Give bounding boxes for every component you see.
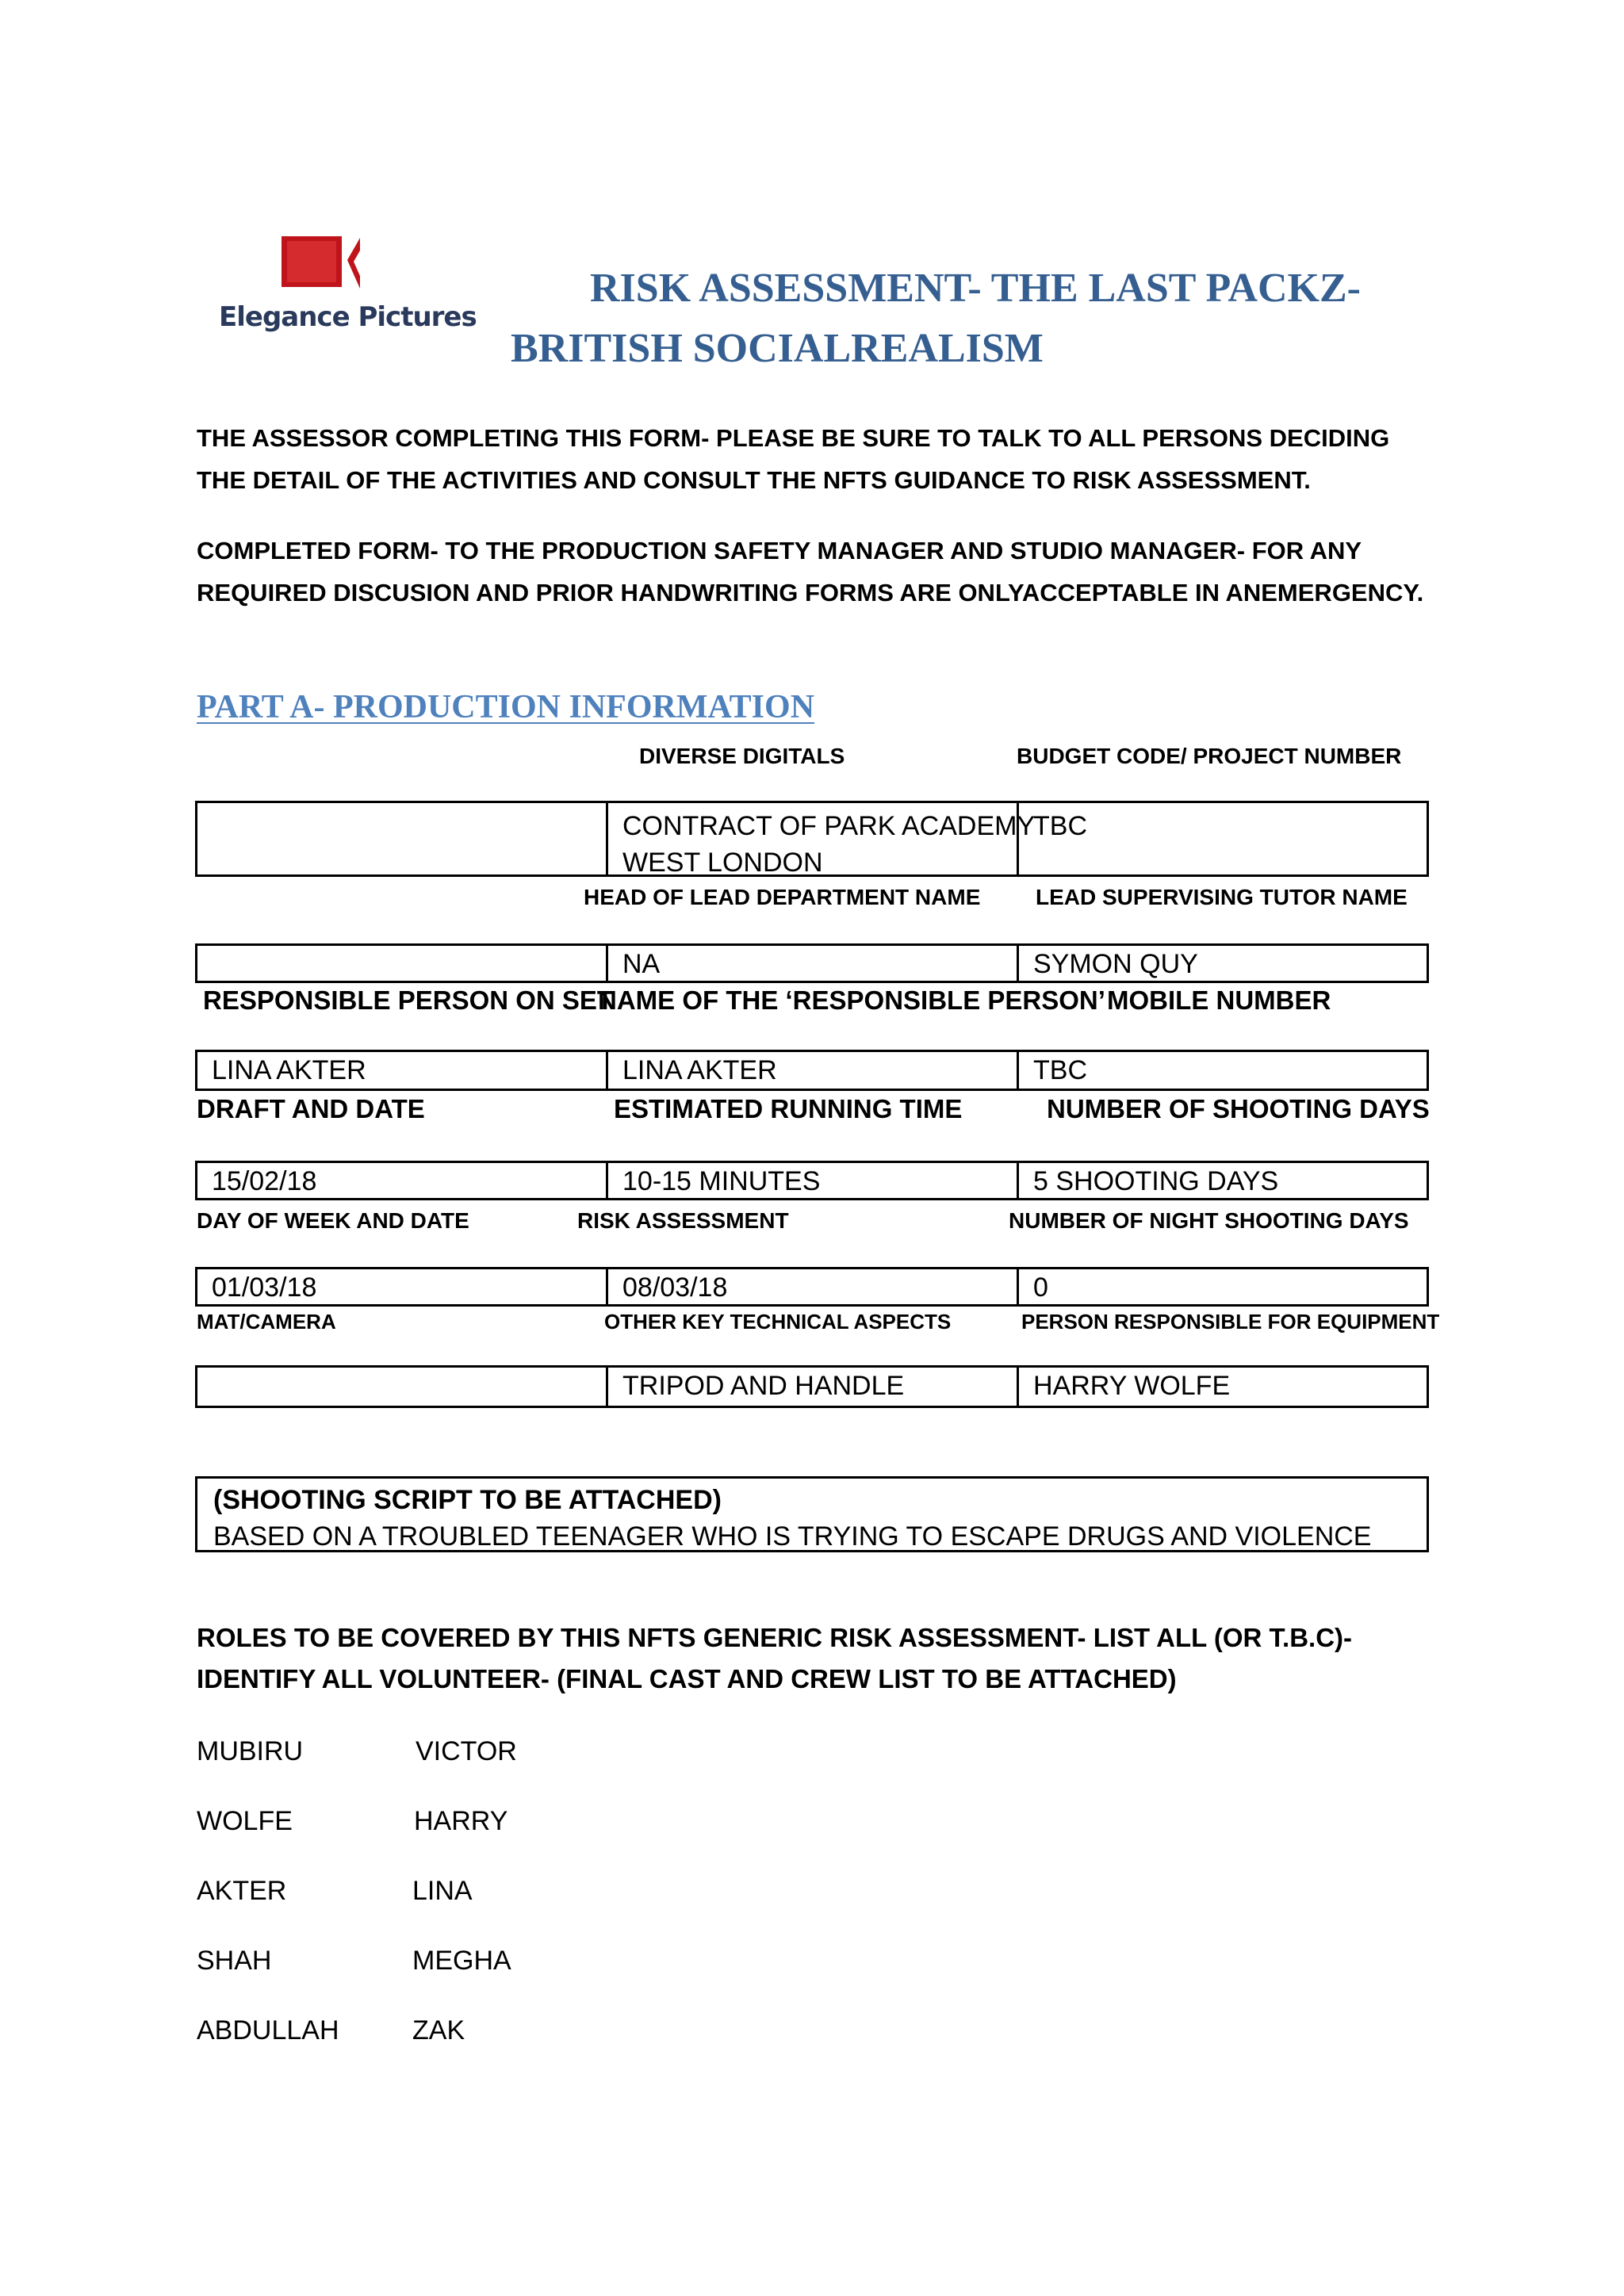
field-mobile-number[interactable]: TBC <box>1033 1055 1087 1085</box>
label-mat-camera: MAT/CAMERA <box>197 1310 336 1334</box>
contract-line2: WEST LONDON <box>622 848 823 878</box>
page-title-line1: RISK ASSESSMENT- THE LAST PACKZ- <box>590 266 1361 311</box>
field-head-of-department[interactable]: NA <box>608 946 1019 981</box>
label-running-time: ESTIMATED RUNNING TIME <box>614 1094 963 1123</box>
field-responsible-person-name[interactable]: LINA AKTER <box>608 1052 1019 1089</box>
field-budget-code[interactable]: TBC <box>1033 811 1087 841</box>
field-night-shooting-days[interactable]: 0 <box>1033 1272 1048 1303</box>
field-technical-aspects[interactable]: TRIPOD AND HANDLE <box>608 1368 1019 1406</box>
label-responsible-person-on-set: RESPONSIBLE PERSON ON SET <box>203 985 614 1015</box>
field-risk-assessment-date[interactable]: 08/03/18 <box>608 1269 1019 1304</box>
label-lead-tutor: LEAD SUPERVISING TUTOR NAME <box>1036 885 1408 909</box>
table-row <box>195 1365 1429 1408</box>
shooting-script-box[interactable] <box>195 1476 1429 1552</box>
label-technical-aspects: OTHER KEY TECHNICAL ASPECTS <box>604 1310 952 1334</box>
list-item-first-name: HARRY <box>414 1806 508 1836</box>
contract-line1: CONTRACT OF PARK ACADEMY <box>622 811 1036 841</box>
field-day-of-week[interactable]: 01/03/18 <box>197 1269 608 1304</box>
list-item-surname: AKTER <box>197 1876 287 1906</box>
label-diverse-digitals: DIVERSE DIGITALS <box>639 744 845 768</box>
intro-paragraph-1: THE ASSESSOR COMPLETING THIS FORM- PLEASE BE SURE TO TALK TO ALL PERSONS DECIDING THE DETAIL OF THE ACTIVITIES AND CONSULT THE NFTS GUIDANCE TO RISK ASSESSMENT. <box>197 424 1390 494</box>
table-row <box>195 801 1429 877</box>
table-row <box>195 1050 1429 1091</box>
list-item-first-name: VICTOR <box>416 1736 517 1766</box>
list-item-surname: MUBIRU <box>197 1736 304 1766</box>
list-item-first-name: MEGHA <box>412 1946 511 1976</box>
label-shooting-days: NUMBER OF SHOOTING DAYS <box>1047 1094 1430 1123</box>
script-synopsis: BASED ON A TROUBLED TEENAGER WHO IS TRYING TO ESCAPE DRUGS AND VIOLENCE <box>213 1521 1372 1552</box>
label-responsible-person-name: NAME OF THE ‘RESPONSIBLE PERSON’ <box>598 985 1105 1015</box>
part-a-heading: PART A- PRODUCTION INFORMATION <box>197 689 815 725</box>
field-running-time[interactable]: 10-15 MINUTES <box>608 1163 1019 1198</box>
intro-paragraph-2: COMPLETED FORM- TO THE PRODUCTION SAFETY MANAGER AND STUDIO MANAGER- FOR ANY REQUIRED DISCUSION AND PRIOR HANDWRITING FORMS ARE ONLYACCEPTABLE IN ANEMERGENCY. <box>197 537 1424 607</box>
camera-icon <box>214 230 452 301</box>
label-head-of-department: HEAD OF LEAD DEPARTMENT NAME <box>584 885 981 909</box>
label-night-shooting-days: NUMBER OF NIGHT SHOOTING DAYS <box>1009 1208 1409 1233</box>
field-row2-col1[interactable] <box>197 946 608 981</box>
field-row1-col1[interactable] <box>197 803 608 874</box>
field-responsible-person-on-set[interactable]: LINA AKTER <box>197 1052 608 1089</box>
field-shooting-days[interactable]: 5 SHOOTING DAYS <box>1033 1166 1279 1196</box>
logo-text: Elegance Pictures <box>219 301 477 333</box>
list-item-surname: ABDULLAH <box>197 2015 339 2045</box>
roles-heading: ROLES TO BE COVERED BY THIS NFTS GENERIC RISK ASSESSMENT- LIST ALL (OR T.B.C)- IDENTIFY ALL VOLUNTEER- (FINAL CAST AND CREW LIST TO BE ATTACHED) <box>197 1623 1353 1693</box>
label-draft-and-date: DRAFT AND DATE <box>197 1094 425 1123</box>
list-item-first-name: LINA <box>412 1876 473 1906</box>
table-row <box>195 1267 1429 1307</box>
script-title: (SHOOTING SCRIPT TO BE ATTACHED) <box>213 1485 722 1515</box>
list-item-surname: SHAH <box>197 1946 272 1976</box>
field-contract[interactable] <box>608 803 1036 878</box>
page-title-line2: BRITISH SOCIALREALISM <box>511 326 1044 371</box>
table-row <box>195 1161 1429 1200</box>
label-risk-assessment: RISK ASSESSMENT <box>577 1208 789 1233</box>
label-mobile-number: MOBILE NUMBER <box>1107 985 1331 1015</box>
table-row <box>195 943 1429 983</box>
list-item-first-name: ZAK <box>412 2015 465 2045</box>
field-equipment-person[interactable]: HARRY WOLFE <box>1033 1371 1231 1401</box>
field-mat-camera[interactable] <box>197 1368 608 1406</box>
list-item-surname: WOLFE <box>197 1806 293 1836</box>
field-draft-and-date[interactable]: 15/02/18 <box>197 1163 608 1198</box>
label-day-of-week: DAY OF WEEK AND DATE <box>197 1208 469 1233</box>
label-budget-code: BUDGET CODE/ PROJECT NUMBER <box>1017 744 1402 768</box>
label-equipment-person: PERSON RESPONSIBLE FOR EQUIPMENT <box>1021 1310 1440 1334</box>
field-lead-tutor[interactable]: SYMON QUY <box>1033 949 1198 979</box>
company-logo <box>214 230 477 357</box>
